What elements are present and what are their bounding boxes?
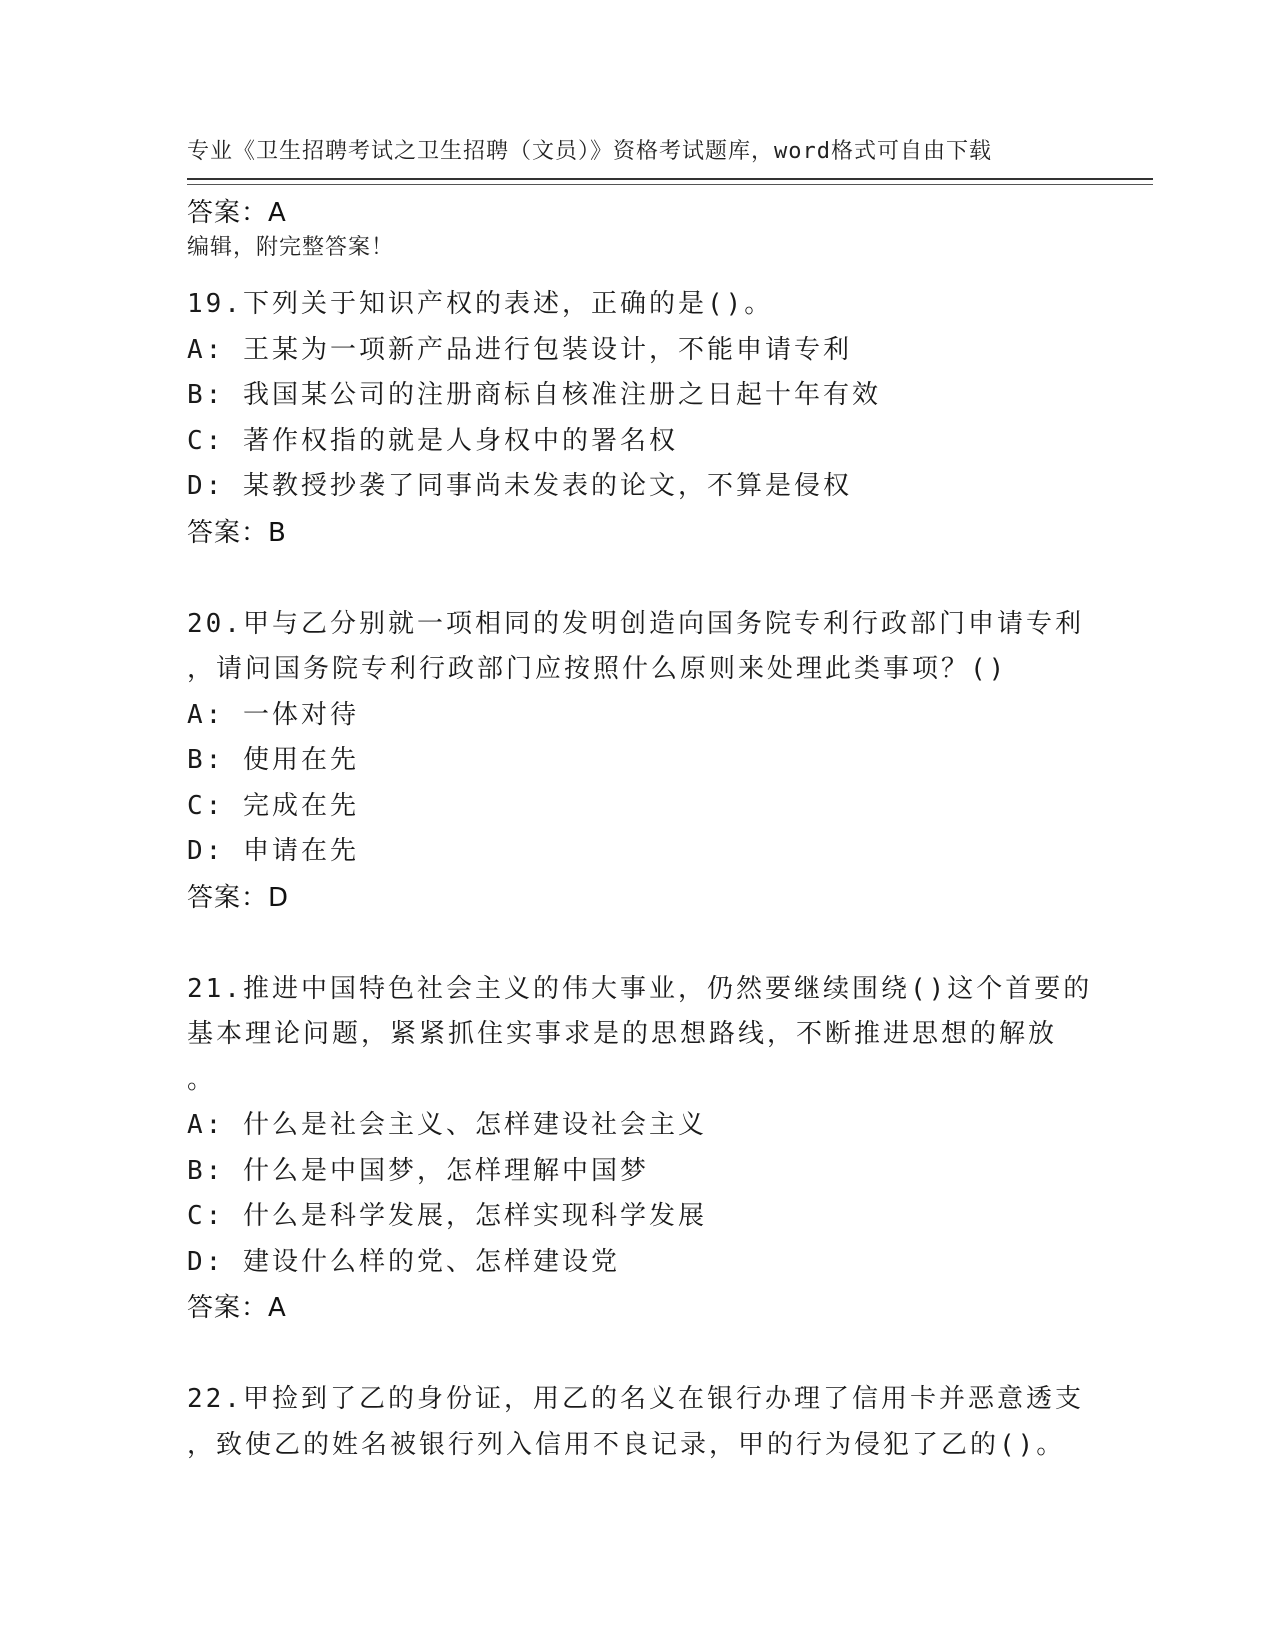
option-b: B: 我国某公司的注册商标自核准注册之日起十年有效 bbox=[187, 380, 881, 410]
question-stem: 19.下列关于知识产权的表述，正确的是()。 bbox=[187, 289, 774, 319]
spacer bbox=[187, 236, 1087, 282]
header-divider bbox=[187, 178, 1153, 180]
question-stem: 22.甲捡到了乙的身份证，用乙的名义在银行办理了信用卡并恶意透支 bbox=[187, 1384, 1084, 1414]
option-d: D: 申请在先 bbox=[187, 836, 359, 866]
option-d: D: 建设什么样的党、怎样建设党 bbox=[187, 1246, 620, 1277]
header-line: 专业《卫生招聘考试之卫生招聘（文员）》资格考试题库，word格式可自由下载 bbox=[187, 139, 992, 164]
spacer bbox=[187, 556, 1087, 602]
option-b: B: 什么是中国梦，怎样理解中国梦 bbox=[187, 1155, 649, 1186]
answer-label: 答案：A bbox=[187, 198, 287, 228]
option-a: A: 王某为一项新产品进行包装设计，不能申请专利 bbox=[187, 334, 852, 365]
option-c: C: 什么是科学发展，怎样实现科学发展 bbox=[187, 1201, 707, 1231]
question-block bbox=[187, 1377, 1087, 1468]
option-a: A: 一体对待 bbox=[187, 699, 359, 730]
header-line: 编辑，附完整答案！ bbox=[187, 235, 395, 260]
question-stem: 20.甲与乙分别就一项相同的发明创造向国务院专利行政部门申请专利 bbox=[187, 608, 1084, 639]
question-block bbox=[187, 967, 1093, 1332]
option-b: B: 使用在先 bbox=[187, 745, 359, 775]
question-stem: 基本理论问题，紧紧抓住实事求是的思想路线，不断推进思想的解放 bbox=[187, 1019, 1058, 1049]
answer-label: 答案：B bbox=[187, 517, 287, 548]
option-c: C: 著作权指的就是人身权中的署名权 bbox=[187, 425, 678, 456]
header-divider-secondary bbox=[187, 184, 1153, 185]
question-stem: ，请问国务院专利行政部门应按照什么原则来处理此类事项？() bbox=[187, 654, 1008, 684]
answer-label: 答案：A bbox=[187, 1293, 287, 1323]
question-block bbox=[187, 602, 1087, 921]
question-stem: ，致使乙的姓名被银行列入信用不良记录，甲的行为侵犯了乙的()。 bbox=[187, 1429, 1066, 1460]
question-stem: 21.推进中国特色社会主义的伟大事业，仍然要继续围绕()这个首要的 bbox=[187, 973, 1093, 1004]
question-list bbox=[187, 190, 1093, 1468]
question-stem: 。 bbox=[187, 1064, 217, 1095]
spacer bbox=[187, 921, 1087, 967]
option-a: A: 什么是社会主义、怎样建设社会主义 bbox=[187, 1110, 707, 1140]
spacer bbox=[187, 1331, 1087, 1377]
option-c: C: 完成在先 bbox=[187, 790, 359, 821]
answer-label: 答案：D bbox=[187, 882, 290, 913]
question-block bbox=[187, 282, 1087, 556]
option-d: D: 某教授抄袭了同事尚未发表的论文，不算是侵权 bbox=[187, 471, 852, 501]
